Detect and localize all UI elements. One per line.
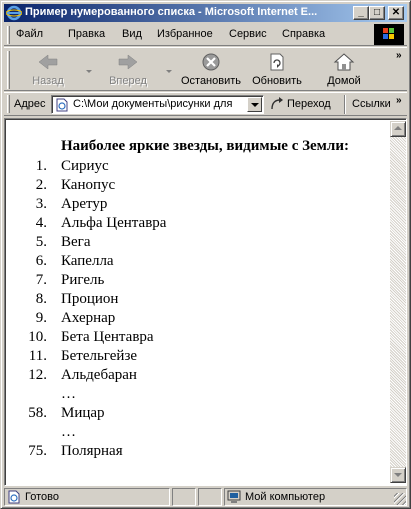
list-item xyxy=(7,195,387,214)
list-item xyxy=(7,252,387,271)
toolbar-more-icon[interactable]: » xyxy=(396,50,402,61)
list-text: Ахернар xyxy=(61,310,116,326)
minimize-button[interactable]: _ xyxy=(353,6,369,20)
home-label: Домой xyxy=(327,75,361,87)
list-text: Полярная xyxy=(61,443,123,459)
address-value: C:\Мои документы\рисунки для xyxy=(73,98,233,110)
title-bar[interactable] xyxy=(4,4,407,22)
zone-text: Мой компьютер xyxy=(245,491,326,503)
status-text-panel xyxy=(4,488,170,506)
list-text: Ригель xyxy=(61,272,105,288)
close-button[interactable]: ✕ xyxy=(388,6,404,20)
status-bar xyxy=(4,488,407,507)
go-label: Переход xyxy=(287,98,331,110)
list-number: 12. xyxy=(28,367,47,383)
list-text: Канопус xyxy=(61,177,116,193)
menu-favorites[interactable]: Избранное xyxy=(157,28,213,40)
content-frame xyxy=(4,118,407,486)
list-number: 7. xyxy=(35,272,47,288)
list-text: Альдебаран xyxy=(61,367,137,383)
menu-tools[interactable]: Сервис xyxy=(229,28,267,40)
status-zone-panel xyxy=(224,488,407,506)
list-text: Альфа Центавра xyxy=(61,215,167,231)
address-dropdown-button[interactable] xyxy=(247,97,262,112)
list-ellipsis xyxy=(7,385,387,404)
resize-grip[interactable] xyxy=(394,493,406,505)
forward-button[interactable] xyxy=(98,50,158,90)
back-arrow-icon xyxy=(37,52,59,72)
home-icon xyxy=(333,52,355,72)
windows-logo-icon xyxy=(374,24,404,45)
list-item xyxy=(7,366,387,385)
toolbar-grip[interactable] xyxy=(7,51,10,89)
menubar-grip[interactable] xyxy=(7,26,10,44)
scroll-down-button[interactable] xyxy=(390,467,406,483)
refresh-label: Обновить xyxy=(252,75,302,87)
computer-icon xyxy=(227,490,241,504)
links-button[interactable]: Ссылки xyxy=(352,98,391,110)
forward-arrow-icon xyxy=(117,52,139,72)
forward-dropdown-icon[interactable] xyxy=(166,70,172,73)
vertical-scrollbar[interactable] xyxy=(390,121,406,483)
stop-label: Остановить xyxy=(180,75,242,87)
list-item xyxy=(7,214,387,233)
list-number: 58. xyxy=(28,405,47,421)
list-number: 4. xyxy=(35,215,47,231)
list-item xyxy=(7,442,387,461)
list-number: 3. xyxy=(35,196,47,212)
list-text: … xyxy=(61,386,76,402)
list-item xyxy=(7,157,387,176)
list-text: Сириус xyxy=(61,158,109,174)
page-heading: Наиболее яркие звезды, видимые с Земли: xyxy=(61,138,349,154)
list-text: Аретур xyxy=(61,196,108,212)
list-item xyxy=(7,176,387,195)
address-bar xyxy=(4,92,407,116)
list-text: Бета Центавра xyxy=(61,329,154,345)
scroll-up-button[interactable] xyxy=(390,121,406,137)
list-text: Капелла xyxy=(61,253,114,269)
list-number: 2. xyxy=(35,177,47,193)
menu-bar xyxy=(4,24,407,46)
list-item xyxy=(7,328,387,347)
menu-edit[interactable]: Правка xyxy=(68,28,106,40)
standard-toolbar xyxy=(4,47,407,91)
list-text: Бетельгейзе xyxy=(61,348,138,364)
back-dropdown-icon[interactable] xyxy=(86,70,92,73)
list-item xyxy=(7,290,387,309)
status-panel-empty xyxy=(172,488,196,506)
menu-file[interactable]: Файл xyxy=(16,28,44,40)
list-number: 5. xyxy=(35,234,47,250)
list-item xyxy=(7,233,387,252)
back-button[interactable] xyxy=(18,50,78,90)
menu-view[interactable]: Вид xyxy=(122,28,142,40)
page-content xyxy=(7,121,390,483)
list-item xyxy=(7,347,387,366)
back-label: Назад xyxy=(32,75,64,87)
star-list xyxy=(7,157,387,461)
menu-help[interactable]: Справка xyxy=(282,28,326,40)
list-text: … xyxy=(61,424,76,440)
list-ellipsis xyxy=(7,423,387,442)
list-number: 9. xyxy=(35,310,47,326)
list-number: 6. xyxy=(35,253,47,269)
list-text: Процион xyxy=(61,291,119,307)
status-text: Готово xyxy=(25,491,59,503)
refresh-icon xyxy=(266,52,288,72)
forward-label: Вперед xyxy=(109,75,147,87)
list-number: 8. xyxy=(35,291,47,307)
stop-button[interactable] xyxy=(177,50,245,90)
address-input[interactable] xyxy=(51,95,264,114)
links-more-icon[interactable]: » xyxy=(396,95,402,106)
ie-icon xyxy=(6,5,22,21)
addressbar-grip[interactable] xyxy=(7,95,10,113)
list-number: 10. xyxy=(28,329,47,345)
maximize-button[interactable]: □ xyxy=(369,6,385,20)
stop-icon xyxy=(200,52,222,72)
list-text: Вега xyxy=(61,234,91,250)
list-number: 1. xyxy=(35,158,47,174)
window-title: Пример нумерованного списка - Microsoft Internet E... xyxy=(25,6,318,18)
list-item xyxy=(7,309,387,328)
refresh-button[interactable] xyxy=(249,50,305,90)
list-number: 11. xyxy=(28,348,47,364)
list-item xyxy=(7,404,387,423)
list-number: 75. xyxy=(28,443,47,459)
go-arrow-icon xyxy=(270,97,284,111)
page-status-icon xyxy=(7,490,21,504)
address-label: Адрес xyxy=(14,98,46,110)
home-button[interactable] xyxy=(320,50,368,90)
list-text: Мицар xyxy=(61,405,105,421)
list-item xyxy=(7,271,387,290)
page-icon xyxy=(55,98,69,112)
status-panel-empty xyxy=(198,488,222,506)
links-separator xyxy=(344,95,346,114)
